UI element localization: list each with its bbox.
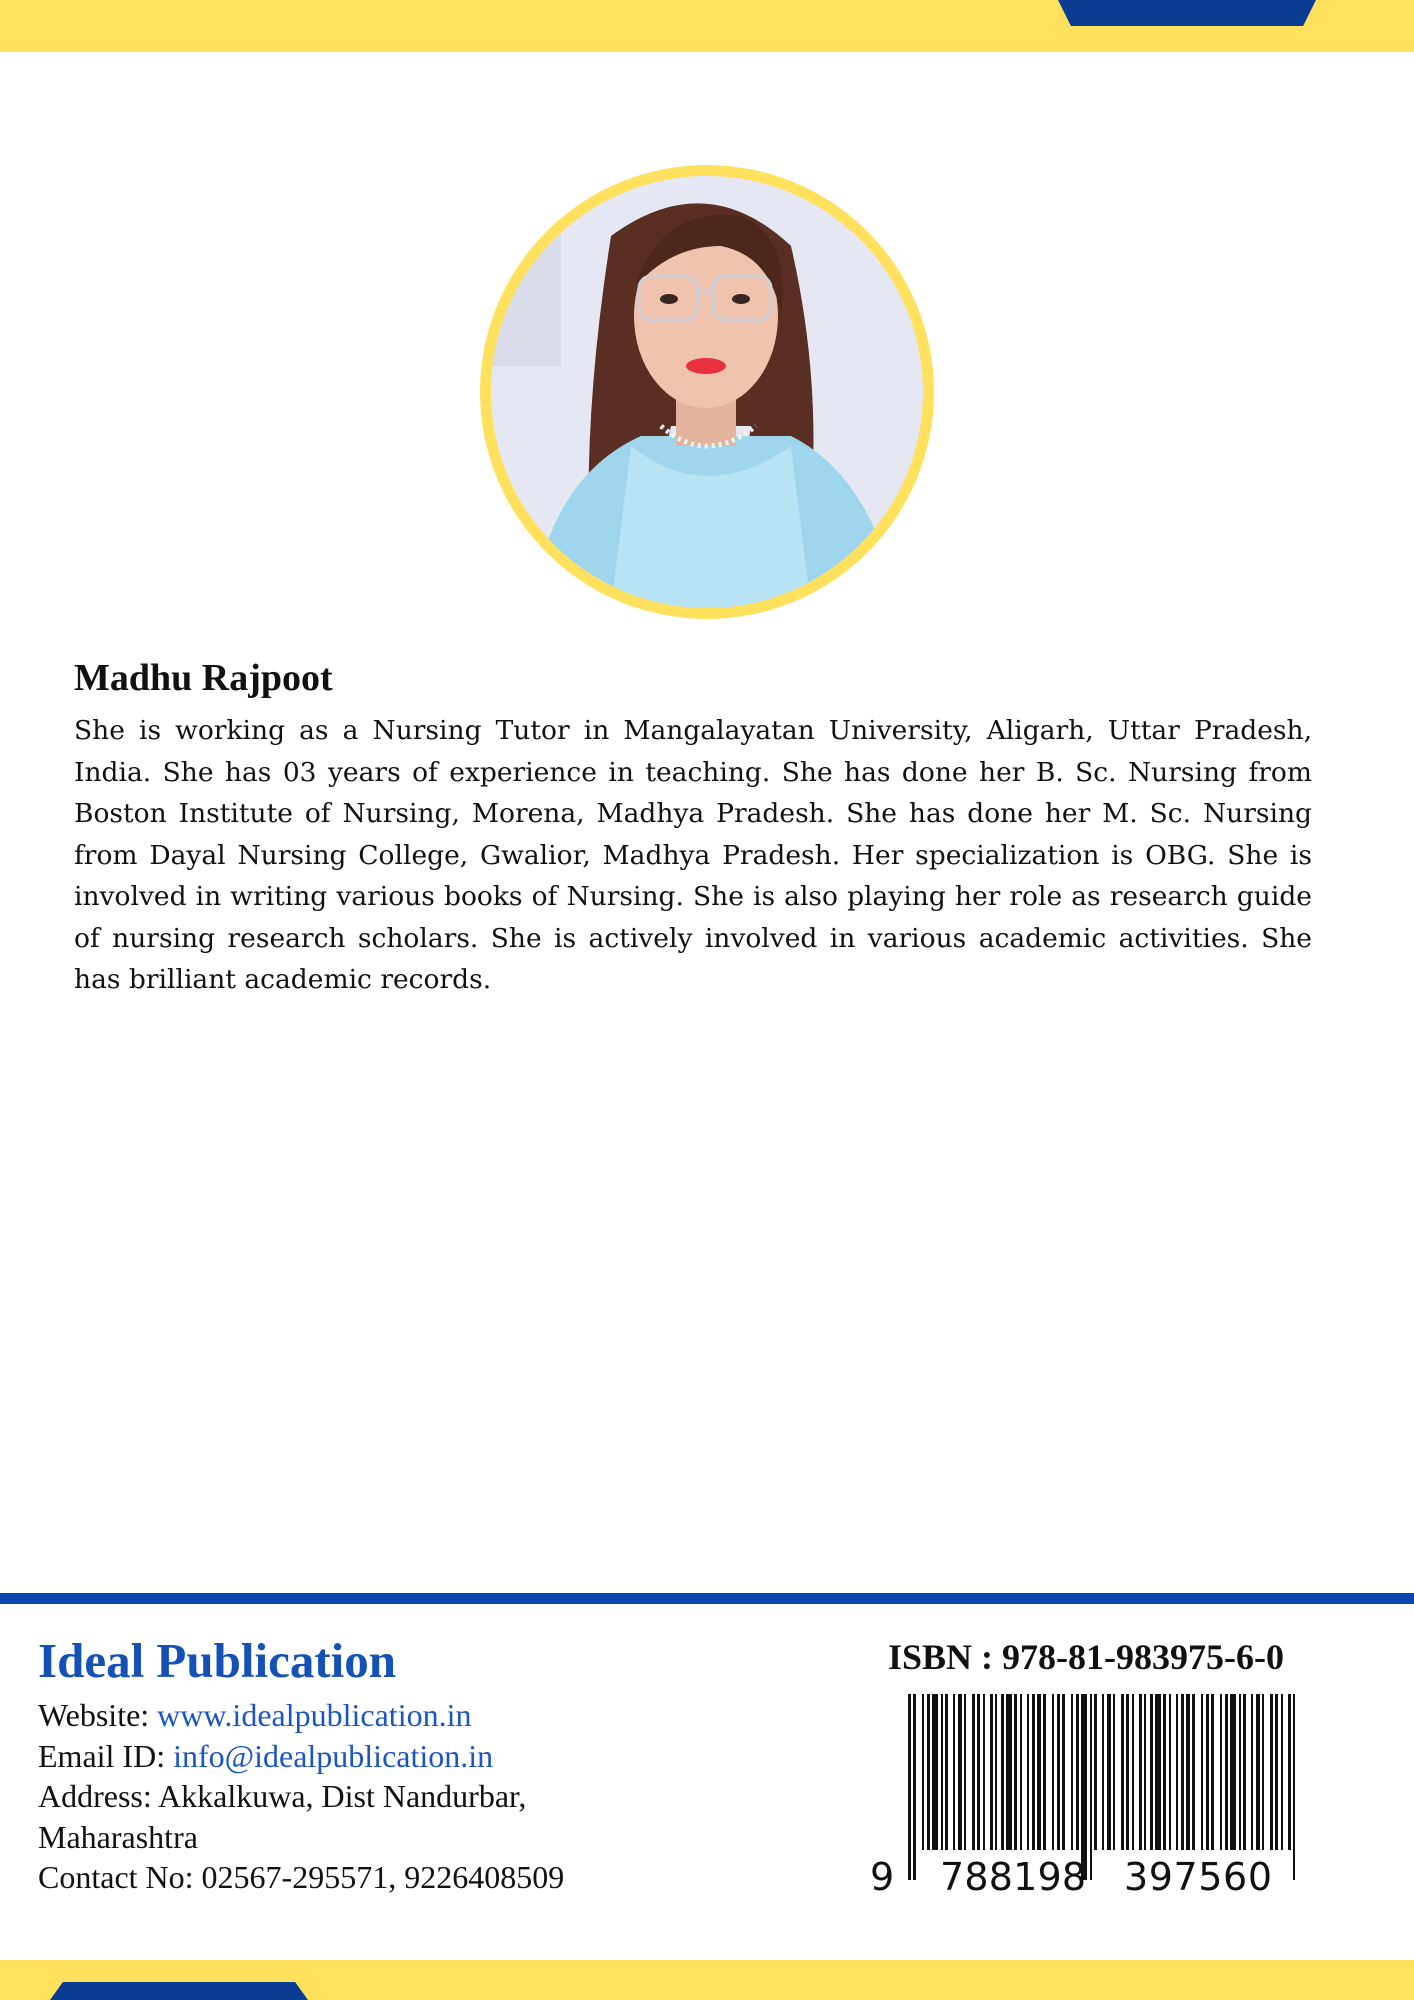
barcode-bar (1027, 1694, 1029, 1850)
barcode-bar (1163, 1694, 1166, 1850)
barcode-bar (977, 1694, 980, 1850)
barcode-digits-right: 397560 (1124, 1855, 1272, 1894)
barcode-bar (1071, 1694, 1073, 1850)
barcode-bar (908, 1694, 911, 1880)
publisher-name: Ideal Publication (38, 1633, 397, 1688)
address-line-2: Maharashtra (38, 1818, 198, 1855)
author-portrait-illustration (491, 176, 923, 608)
barcode-bar (1090, 1694, 1092, 1880)
publisher-contact (38, 1695, 564, 1898)
barcode-bar (932, 1694, 938, 1850)
barcode-bar (1186, 1694, 1190, 1850)
barcode-bar (1020, 1694, 1022, 1850)
contact-number: Contact No: 02567-295571, 9226408509 (38, 1859, 565, 1895)
barcode-bar (1251, 1694, 1253, 1850)
barcode-bar (1076, 1694, 1079, 1850)
author-photo (491, 176, 923, 608)
barcode-bar (1220, 1694, 1222, 1850)
barcode-bar (1293, 1694, 1295, 1880)
isbn-barcode (868, 1694, 1308, 1894)
barcode-bar (964, 1694, 966, 1850)
barcode-bar (1270, 1694, 1273, 1850)
barcode-bars (908, 1694, 1295, 1880)
barcode-bar (1176, 1694, 1178, 1850)
email-line (38, 1736, 564, 1777)
barcode-bar (1081, 1694, 1087, 1880)
barcode-bar (1201, 1694, 1203, 1850)
barcode-bar (1155, 1694, 1161, 1850)
barcode-bar (1225, 1694, 1228, 1850)
barcode-bar (995, 1694, 997, 1850)
barcode-bar (953, 1694, 955, 1850)
barcode-bar (1288, 1694, 1291, 1850)
barcode-bar (1230, 1694, 1236, 1850)
barcode-bar (1006, 1694, 1012, 1850)
barcode-bar (922, 1694, 924, 1850)
barcode-bar (1181, 1694, 1184, 1850)
barcode-bar (1206, 1694, 1209, 1850)
barcode-bar (958, 1694, 962, 1850)
barcode-bar (1062, 1694, 1065, 1850)
barcode-bar (1132, 1694, 1134, 1850)
footer-divider (0, 1593, 1414, 1604)
barcode-bar (1037, 1694, 1041, 1850)
barcode-digit-first: 9 (870, 1855, 895, 1894)
author-name: Madhu Rajpoot (74, 657, 333, 699)
top-blue-tab (1058, 0, 1316, 26)
author-bio: She is working as a Nursing Tutor in Mangalayatan University, Aligarh, Uttar Pradesh, India. She has 03 years of experience in teaching. She has done her B. Sc. Nursing from Boston Institute of Nursing, Morena, Madhya Pradesh. She has done her M. Sc. Nursing from Dayal Nursing College, Gwalior, Madhya Pradesh. Her specialization is OBG. She is involved in writing various books of Nursing. She is also playing her role as research guide of nursing research scholars. She is actively involved in various academic activities. She has brilliant academic records. (74, 715, 1312, 995)
email-link[interactable]: info@idealpublication.in (173, 1737, 494, 1774)
email-label: Email ID: (38, 1737, 174, 1774)
bottom-blue-tab (50, 1982, 308, 2000)
barcode-bar (1107, 1694, 1111, 1850)
barcode-bar (1094, 1694, 1097, 1850)
barcode-bar (1192, 1694, 1195, 1850)
website-link[interactable]: www.idealpublication.in (157, 1697, 472, 1733)
barcode-bar (1139, 1694, 1142, 1850)
website-line (38, 1695, 564, 1736)
barcode-bar (927, 1694, 930, 1850)
barcode-bar (983, 1694, 985, 1850)
barcode-bar (1014, 1694, 1017, 1850)
barcode-bar (1043, 1694, 1046, 1850)
barcode-bar (1032, 1694, 1035, 1850)
barcode-bar (1150, 1694, 1153, 1850)
barcode-bar (1057, 1694, 1060, 1850)
barcode-bar (1113, 1694, 1115, 1850)
barcode-bar (1243, 1694, 1246, 1850)
barcode-bar (913, 1694, 916, 1880)
barcode-bar (1169, 1694, 1171, 1850)
address-line-1: Address: Akkalkuwa, Dist Nandurbar, (38, 1778, 527, 1814)
barcode-bar (1256, 1694, 1260, 1850)
barcode-bar (945, 1694, 948, 1850)
website-label: Website: (38, 1697, 158, 1733)
barcode-bar (1102, 1694, 1104, 1850)
barcode-bar (1211, 1694, 1214, 1850)
barcode-bar (941, 1694, 943, 1850)
barcode-bar (1239, 1694, 1241, 1850)
barcode-bar (1001, 1694, 1004, 1850)
barcode-digits-left: 788198 (940, 1855, 1086, 1894)
barcode-bar (1144, 1694, 1146, 1850)
barcode-bar (1126, 1694, 1129, 1850)
barcode-bar (990, 1694, 993, 1850)
barcode-bar (1262, 1694, 1264, 1850)
barcode-bar (1281, 1694, 1283, 1850)
barcode-bar (1052, 1694, 1054, 1850)
isbn-label: ISBN : 978-81-983975-6-0 (888, 1637, 1284, 1677)
barcode-bar (1121, 1694, 1124, 1850)
barcode-bar (1275, 1694, 1278, 1850)
barcode-bar (972, 1694, 975, 1850)
